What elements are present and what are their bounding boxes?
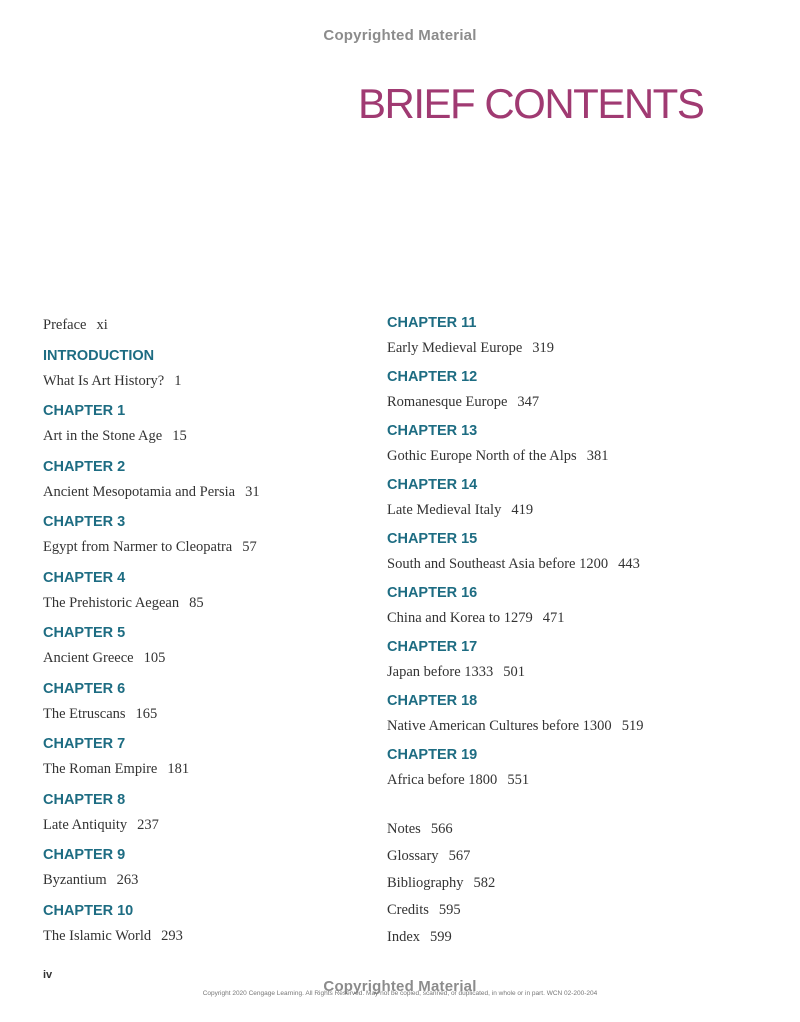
chapter-page: 419 <box>511 502 534 518</box>
watermark-top: Copyrighted Material <box>323 27 477 44</box>
chapter-label: CHAPTER 11 <box>387 315 477 331</box>
chapter-page: 293 <box>161 927 183 944</box>
chapter-label: CHAPTER 10 <box>43 902 134 919</box>
page-title: BRIEF CONTENTS <box>358 80 704 127</box>
chapter-page: 165 <box>135 705 158 722</box>
chapter-label: CHAPTER 19 <box>387 747 478 763</box>
chapter-page: 263 <box>116 872 139 888</box>
chapter-label: CHAPTER 1 <box>43 403 126 419</box>
chapter-title-line <box>43 372 260 391</box>
chapter-page: 181 <box>167 761 190 777</box>
chapter-page: 15 <box>172 428 187 444</box>
chapter-title: Early Medieval Europe <box>387 340 523 356</box>
toc-chapter-entry[interactable] <box>43 569 260 613</box>
chapter-title: Late Antiquity <box>43 816 128 833</box>
chapter-title-line <box>387 339 643 358</box>
toc-right-column <box>387 314 643 955</box>
chapter-page: 1 <box>174 372 182 389</box>
chapter-page: 31 <box>245 483 260 500</box>
chapter-title: Art in the Stone Age <box>43 428 163 444</box>
chapter-title-line <box>43 871 260 890</box>
toc-chapter-entry[interactable] <box>387 422 643 466</box>
toc-left-column <box>43 316 260 946</box>
toc-chapter-entry[interactable] <box>387 584 643 628</box>
chapter-title: Late Medieval Italy <box>387 502 502 518</box>
toc-chapter-entry[interactable] <box>43 458 260 502</box>
chapter-title: The Etruscans <box>43 705 126 722</box>
chapter-title: Ancient Mesopotamia and Persia <box>43 483 236 500</box>
toc-chapter-entry[interactable] <box>43 791 260 835</box>
chapter-label: CHAPTER 12 <box>387 369 478 385</box>
toc-back-matter-entry[interactable] <box>387 820 643 839</box>
chapter-page: 443 <box>618 556 640 572</box>
chapter-title: Japan before 1333 <box>387 664 494 680</box>
entry-page: 595 <box>438 902 461 918</box>
toc-chapter-entry[interactable] <box>43 624 260 668</box>
chapter-title-line <box>43 760 260 779</box>
chapter-label: CHAPTER 14 <box>387 477 478 493</box>
chapter-title-line <box>43 649 260 668</box>
chapter-title-line <box>43 538 260 557</box>
chapter-label: INTRODUCTION <box>43 347 155 364</box>
chapter-page: 85 <box>189 594 204 611</box>
chapter-page: 105 <box>143 650 166 666</box>
chapter-label: CHAPTER 6 <box>43 680 126 697</box>
entry-title: Credits <box>387 902 429 918</box>
chapter-page: 57 <box>242 539 257 555</box>
chapter-label: CHAPTER 18 <box>387 693 478 709</box>
chapter-page: 319 <box>532 340 555 356</box>
chapter-title: What Is Art History? <box>43 372 165 389</box>
chapter-page: 347 <box>517 394 540 410</box>
toc-chapter-entry[interactable] <box>387 476 643 520</box>
chapter-title-line <box>43 483 260 502</box>
toc-chapter-entry[interactable] <box>387 368 643 412</box>
chapter-title-line <box>387 663 643 682</box>
chapter-page: 237 <box>137 816 159 833</box>
chapter-title-line <box>43 594 260 613</box>
toc-chapter-entry[interactable] <box>387 314 643 358</box>
toc-back-matter-entry[interactable] <box>387 901 643 920</box>
chapter-label: CHAPTER 9 <box>43 847 126 863</box>
toc-chapter-entry[interactable] <box>43 513 260 557</box>
chapter-title: Byzantium <box>43 872 107 888</box>
entry-page: 582 <box>473 875 496 891</box>
toc-chapter-entry[interactable] <box>43 402 260 446</box>
toc-chapter-entry[interactable] <box>43 347 260 391</box>
toc-back-matter-entry[interactable] <box>387 847 643 866</box>
toc-chapter-entry[interactable] <box>43 902 260 946</box>
chapter-page: 519 <box>621 718 644 734</box>
chapter-label: CHAPTER 13 <box>387 423 478 439</box>
entry-page: xi <box>96 317 108 333</box>
chapter-title-line <box>387 555 643 574</box>
toc-chapter-entry[interactable] <box>43 735 260 779</box>
chapter-title: Gothic Europe North of the Alps <box>387 448 577 464</box>
chapter-label: CHAPTER 3 <box>43 514 126 530</box>
chapter-title-line <box>43 927 260 946</box>
chapter-title-line <box>387 771 643 790</box>
chapter-title: The Prehistoric Aegean <box>43 594 180 611</box>
chapter-title: The Islamic World <box>43 927 152 944</box>
chapter-title: Egypt from Narmer to Cleopatra <box>43 539 233 555</box>
chapter-label: CHAPTER 5 <box>43 625 126 641</box>
toc-chapter-entry[interactable] <box>387 638 643 682</box>
copyright-notice: Copyright 2020 Cengage Learning. All Rights Reserved. May not be copied, scanned, or duplicated, in whole or in part. WCN 02-200-204 <box>202 990 598 997</box>
chapter-label: CHAPTER 4 <box>43 569 126 586</box>
entry-page: 599 <box>430 929 452 945</box>
chapter-title-line <box>387 717 643 736</box>
watermark-bottom: Copyrighted Material <box>323 978 477 995</box>
chapter-label: CHAPTER 17 <box>387 639 478 655</box>
chapter-title-line <box>43 816 260 835</box>
toc-entry-preface[interactable] <box>43 316 260 335</box>
chapter-title: Native American Cultures before 1300 <box>387 718 612 734</box>
entry-title: Bibliography <box>387 875 464 891</box>
chapter-title-line <box>387 501 643 520</box>
chapter-page: 501 <box>503 664 526 680</box>
chapter-page: 471 <box>542 610 565 626</box>
entry-page: 566 <box>430 821 453 837</box>
toc-back-matter-entry[interactable] <box>387 874 643 893</box>
chapter-title: Ancient Greece <box>43 650 134 666</box>
chapter-label: CHAPTER 15 <box>387 531 478 547</box>
entry-title: Index <box>387 929 421 945</box>
page-number: iv <box>43 969 53 981</box>
toc-chapter-entry[interactable] <box>387 746 643 790</box>
chapter-title-line <box>43 427 260 446</box>
chapter-title: China and Korea to 1279 <box>387 610 533 626</box>
toc-chapter-entry[interactable] <box>387 692 643 736</box>
entry-title: Notes <box>387 821 421 837</box>
chapter-label: CHAPTER 16 <box>387 585 478 601</box>
toc-chapter-entry[interactable] <box>387 530 643 574</box>
entry-title: Preface <box>43 317 87 333</box>
chapter-title-line <box>43 705 260 724</box>
toc-chapter-entry[interactable] <box>43 846 260 890</box>
entry-page: 567 <box>448 848 471 864</box>
chapter-title-line <box>387 447 643 466</box>
chapter-title-line <box>387 393 643 412</box>
chapter-label: CHAPTER 2 <box>43 458 126 475</box>
chapter-title: South and Southeast Asia before 1200 <box>387 556 609 572</box>
chapter-label: CHAPTER 8 <box>43 791 126 808</box>
chapter-title-line <box>387 609 643 628</box>
chapter-title: Africa before 1800 <box>387 772 498 788</box>
toc-chapter-entry[interactable] <box>43 680 260 724</box>
chapter-title: Romanesque Europe <box>387 394 508 410</box>
chapter-title: The Roman Empire <box>43 761 158 777</box>
chapter-label: CHAPTER 7 <box>43 736 126 752</box>
back-matter-list <box>387 820 643 947</box>
entry-title: Glossary <box>387 848 439 864</box>
toc-back-matter-entry[interactable] <box>387 928 643 947</box>
chapter-page: 381 <box>586 448 609 464</box>
chapter-page: 551 <box>507 772 530 788</box>
